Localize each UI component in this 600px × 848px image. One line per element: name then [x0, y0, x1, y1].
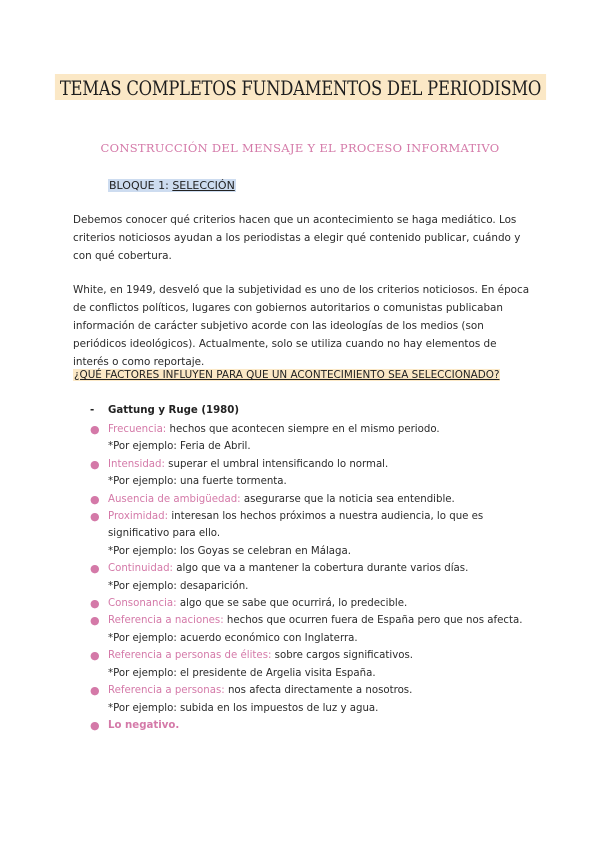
- list-item: [90, 421, 530, 456]
- section-question: ¿QUÉ FACTORES INFLUYEN PARA QUE UN ACONTECIMIENTO SEA SELECCIONADO?: [74, 369, 500, 381]
- title-wrapper: [0, 74, 600, 100]
- bullet-dot-icon: ●: [90, 614, 100, 628]
- bullet-dot-icon: ●: [90, 510, 100, 524]
- factor-desc: nos afecta directamente a nosotros.: [224, 685, 413, 697]
- factor-term: Proximidad:: [108, 511, 169, 523]
- bullet-dot-icon: ●: [90, 562, 100, 576]
- factor-term: Intensidad:: [108, 458, 165, 470]
- factor-desc: interesan los hechos próximos a nuestra audiencia, lo que es significativo para ello.: [108, 511, 484, 540]
- list-item: [90, 595, 530, 612]
- list-item: [90, 491, 530, 508]
- factor-desc: hechos que acontecen siempre en el mismo periodo.: [166, 424, 440, 435]
- bullet-dot-icon: ●: [90, 423, 100, 436]
- paragraph-criteria: Debemos conocer qué criterios hacen que un acontecimiento se haga mediático. Los criterios noticiosos ayudan a los periodistas a elegir qué contenido publicar, cuándo y con qué cobertura.: [73, 214, 521, 262]
- block-name: SELECCIÓN: [172, 179, 235, 192]
- factor-example: *Por ejemplo: subida en los impuestos de luz y agua.: [108, 702, 379, 714]
- factor-term: Referencia a naciones:: [108, 615, 224, 627]
- factor-example: *Por ejemplo: desaparición.: [108, 580, 249, 592]
- factor-desc: algo que va a mantener la cobertura durante varios días.: [172, 563, 469, 575]
- list-heading-text: Gattung y Ruge (1980): [108, 405, 240, 416]
- list-item: [90, 647, 530, 682]
- block-heading: [108, 179, 236, 192]
- factor-desc: sobre cargos significativos.: [271, 650, 414, 662]
- factor-example: *Por ejemplo: Feria de Abril.: [108, 441, 251, 453]
- factor-desc: algo que se sabe que ocurrirá, lo predecible.: [176, 598, 408, 610]
- block-heading-highlight: [108, 179, 236, 192]
- list-item: [90, 612, 530, 647]
- factor-term: Frecuencia:: [108, 424, 167, 435]
- list-item: [90, 560, 530, 595]
- factor-example: *Por ejemplo: acuerdo económico con Inglaterra.: [108, 632, 358, 644]
- bullet-dot-icon: ●: [90, 718, 100, 732]
- factor-example: *Por ejemplo: el presidente de Argelia visita España.: [108, 667, 376, 679]
- list-item: [90, 682, 530, 717]
- factor-term: Consonancia:: [108, 598, 177, 610]
- page-subtitle: CONSTRUCCIÓN DEL MENSAJE Y EL PROCESO INFORMATIVO: [100, 141, 500, 155]
- block-prefix: BLOQUE 1:: [109, 179, 173, 192]
- factor-desc: asegurarse que la noticia sea entendible.: [240, 493, 455, 505]
- list-item: [90, 456, 530, 491]
- factors-list: [90, 421, 530, 734]
- factor-term: Referencia a personas:: [108, 685, 225, 697]
- factor-term: Referencia a personas de élites:: [108, 650, 272, 662]
- dash-marker: -: [90, 405, 95, 416]
- bullet-dot-icon: ●: [90, 457, 100, 471]
- paragraph-white: White, en 1949, desveló que la subjetividad es uno de los criterios noticiosos. En época de conflictos políticos, lugares con gobiernos autoritarios o comunistas publicaban información de carácter subjetivo acorde con las ideologías de los medios (son periódicos ideológicos). Actualmente, solo se utiliza cuando no hay elementos de interés o como reportaje.: [73, 284, 530, 368]
- factor-example: *Por ejemplo: los Goyas se celebran en Málaga.: [108, 545, 351, 557]
- bullet-dot-icon: ●: [90, 684, 100, 698]
- factor-term: Lo negativo.: [108, 719, 180, 731]
- factor-desc: superar el umbral intensificando lo normal.: [164, 458, 389, 470]
- list-item: [90, 717, 530, 734]
- factor-term: Ausencia de ambigüedad:: [108, 493, 241, 505]
- factor-term: Continuidad:: [108, 563, 173, 575]
- list-heading: [90, 405, 239, 416]
- bullet-dot-icon: ●: [90, 597, 100, 611]
- page-title: TEMAS COMPLETOS FUNDAMENTOS DEL PERIODISMO: [54, 74, 545, 100]
- factor-desc: hechos que ocurren fuera de España pero que nos afecta.: [223, 615, 523, 627]
- factor-example: *Por ejemplo: una fuerte tormenta.: [108, 476, 287, 488]
- list-item: [90, 508, 530, 560]
- bullet-dot-icon: ●: [90, 649, 100, 663]
- bullet-dot-icon: ●: [90, 492, 100, 506]
